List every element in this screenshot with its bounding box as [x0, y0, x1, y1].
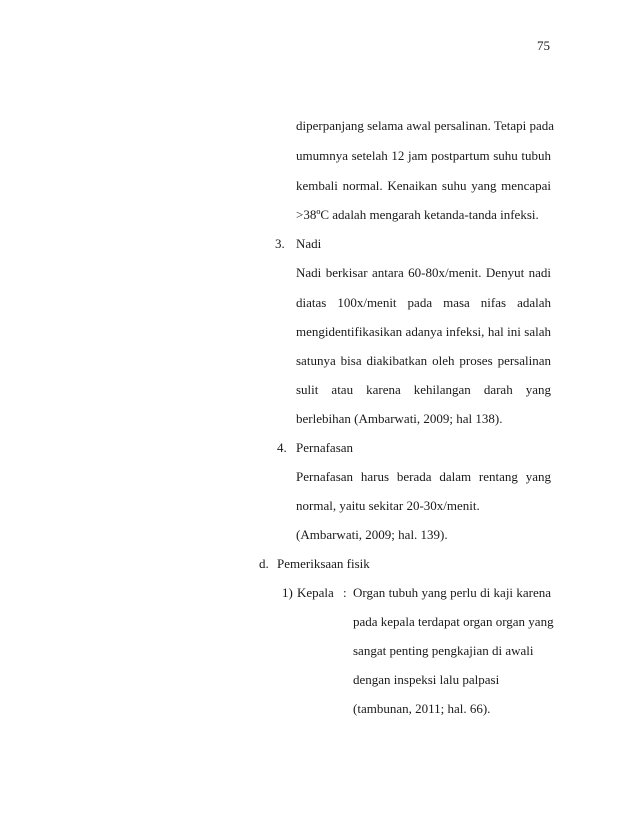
- item-label: Kepala: [297, 585, 334, 600]
- paragraph-line: normal, yaitu sekitar 20-30x/menit.: [296, 498, 480, 513]
- paragraph-line: sulit atau karena kehilangan darah yang: [296, 382, 551, 397]
- paragraph-line: diperpanjang selama awal persalinan. Tetapi pada: [296, 118, 555, 133]
- list-number: 4.: [277, 440, 287, 455]
- paragraph-line: kembali normal. Kenaikan suhu yang mencapai: [296, 178, 551, 193]
- paragraph-line: (Ambarwati, 2009; hal. 139).: [296, 527, 448, 542]
- paragraph-line: dengan inspeksi lalu palpasi: [353, 672, 500, 687]
- paragraph-line: berlebihan (Ambarwati, 2009; hal 138).: [296, 411, 503, 426]
- paragraph-line: Organ tubuh yang perlu di kaji karena: [353, 585, 551, 600]
- paragraph-line: (tambunan, 2011; hal. 66).: [353, 701, 491, 716]
- paragraph-line: mengidentifikasikan adanya infeksi, hal ini salah: [296, 324, 551, 339]
- list-letter: d.: [259, 556, 269, 571]
- section-heading: Pemeriksaan fisik: [277, 556, 370, 571]
- paragraph-line: >38ºC adalah mengarah ketanda-tanda infeksi.: [296, 207, 539, 222]
- item-colon: :: [343, 585, 347, 600]
- section-heading: Pernafasan: [296, 440, 354, 455]
- paragraph-line: diatas 100x/menit pada masa nifas adalah: [296, 295, 551, 310]
- paragraph-line: pada kepala terdapat organ organ yang: [353, 614, 554, 629]
- page-number: 75: [537, 38, 550, 53]
- paragraph-line: umumnya setelah 12 jam postpartum suhu tubuh: [296, 148, 551, 163]
- paragraph-line: Pernafasan harus berada dalam rentang yang: [296, 469, 551, 484]
- paragraph-line: satunya bisa diakibatkan oleh proses persalinan: [296, 353, 551, 368]
- list-number: 3.: [275, 236, 285, 251]
- section-heading: Nadi: [296, 236, 322, 251]
- list-number: 1): [282, 585, 293, 600]
- paragraph-line: Nadi berkisar antara 60-80x/menit. Denyut nadi: [296, 265, 551, 280]
- paragraph-line: sangat penting pengkajian di awali: [353, 643, 534, 658]
